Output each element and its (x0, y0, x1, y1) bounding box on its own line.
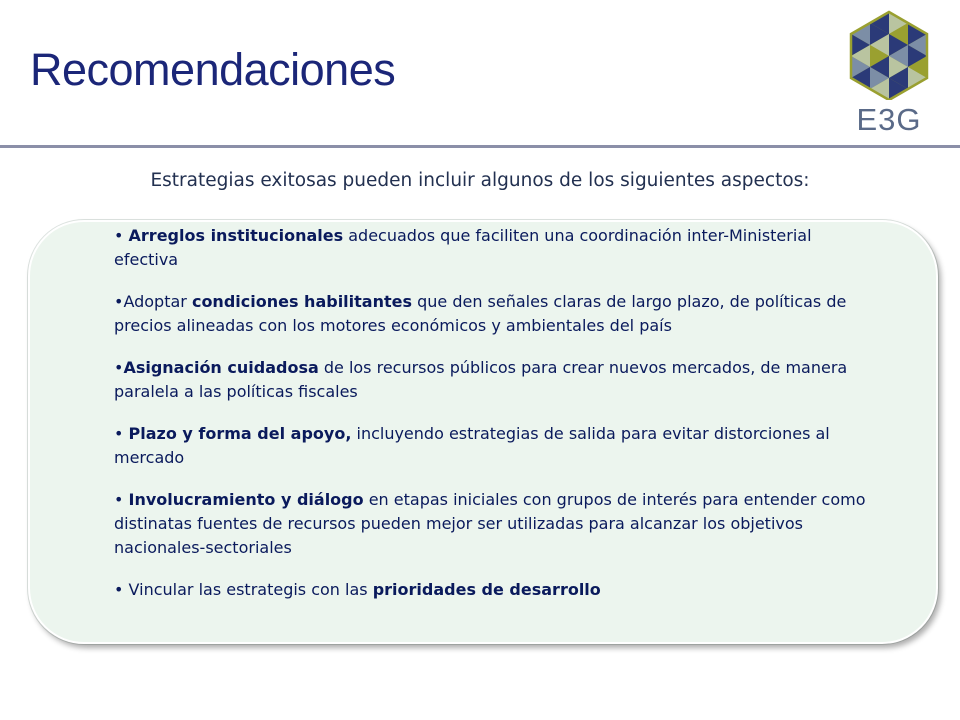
bullet-marker: • (114, 424, 129, 443)
e3g-logo (848, 10, 930, 140)
bullet-emphasis: condiciones habilitantes (191, 292, 413, 311)
bullet-emphasis: Plazo y forma del apoyo, (128, 424, 352, 443)
intro-text: Estrategias exitosas pueden incluir algunos de los siguientes aspectos: (150, 170, 810, 191)
list-item: • Arreglos institucionales adecuados que faciliten una coordinación inter-Ministerial efectiva (114, 226, 812, 269)
logo-wordmark: E3G (856, 102, 922, 137)
list-item: • Plazo y forma del apoyo, incluyendo estrategias de salida para evitar distorciones al mercado (114, 424, 830, 467)
bullet-marker: • (114, 226, 129, 245)
bullet-marker: • (114, 358, 124, 377)
slide-title: Recomendaciones (30, 44, 396, 95)
title-divider (0, 145, 960, 148)
bullet-emphasis: Asignación cuidadosa (123, 358, 319, 377)
list-item: • Involucramiento y diálogo en etapas iniciales con grupos de interés para entender como distinatas fuentes de recursos pueden mejor ser utilizadas para alcanzar los objetivos nacionales-sectoriales (114, 490, 866, 557)
list-item: •Asignación cuidadosa de los recursos públicos para crear nuevos mercados, de manera paralela a las políticas fiscales (114, 358, 848, 401)
bullet-marker: • (114, 490, 129, 509)
list-item: •Adoptar condiciones habilitantes que den señales claras de largo plazo, de políticas de precios alineadas con los motores económicos y ambientales del país (114, 292, 847, 335)
bullet-emphasis: Involucramiento y diálogo (128, 490, 364, 509)
recommendations-list (114, 224, 874, 620)
bullet-emphasis: Arreglos institucionales (128, 226, 344, 245)
bullet-emphasis: prioridades de desarrollo (372, 580, 601, 599)
list-item: • Vincular las estrategis con las prioridades de desarrollo (114, 580, 601, 599)
e3g-hexagon-mark (848, 10, 930, 100)
bullet-marker: • (114, 580, 129, 599)
bullet-marker: • (114, 292, 124, 311)
